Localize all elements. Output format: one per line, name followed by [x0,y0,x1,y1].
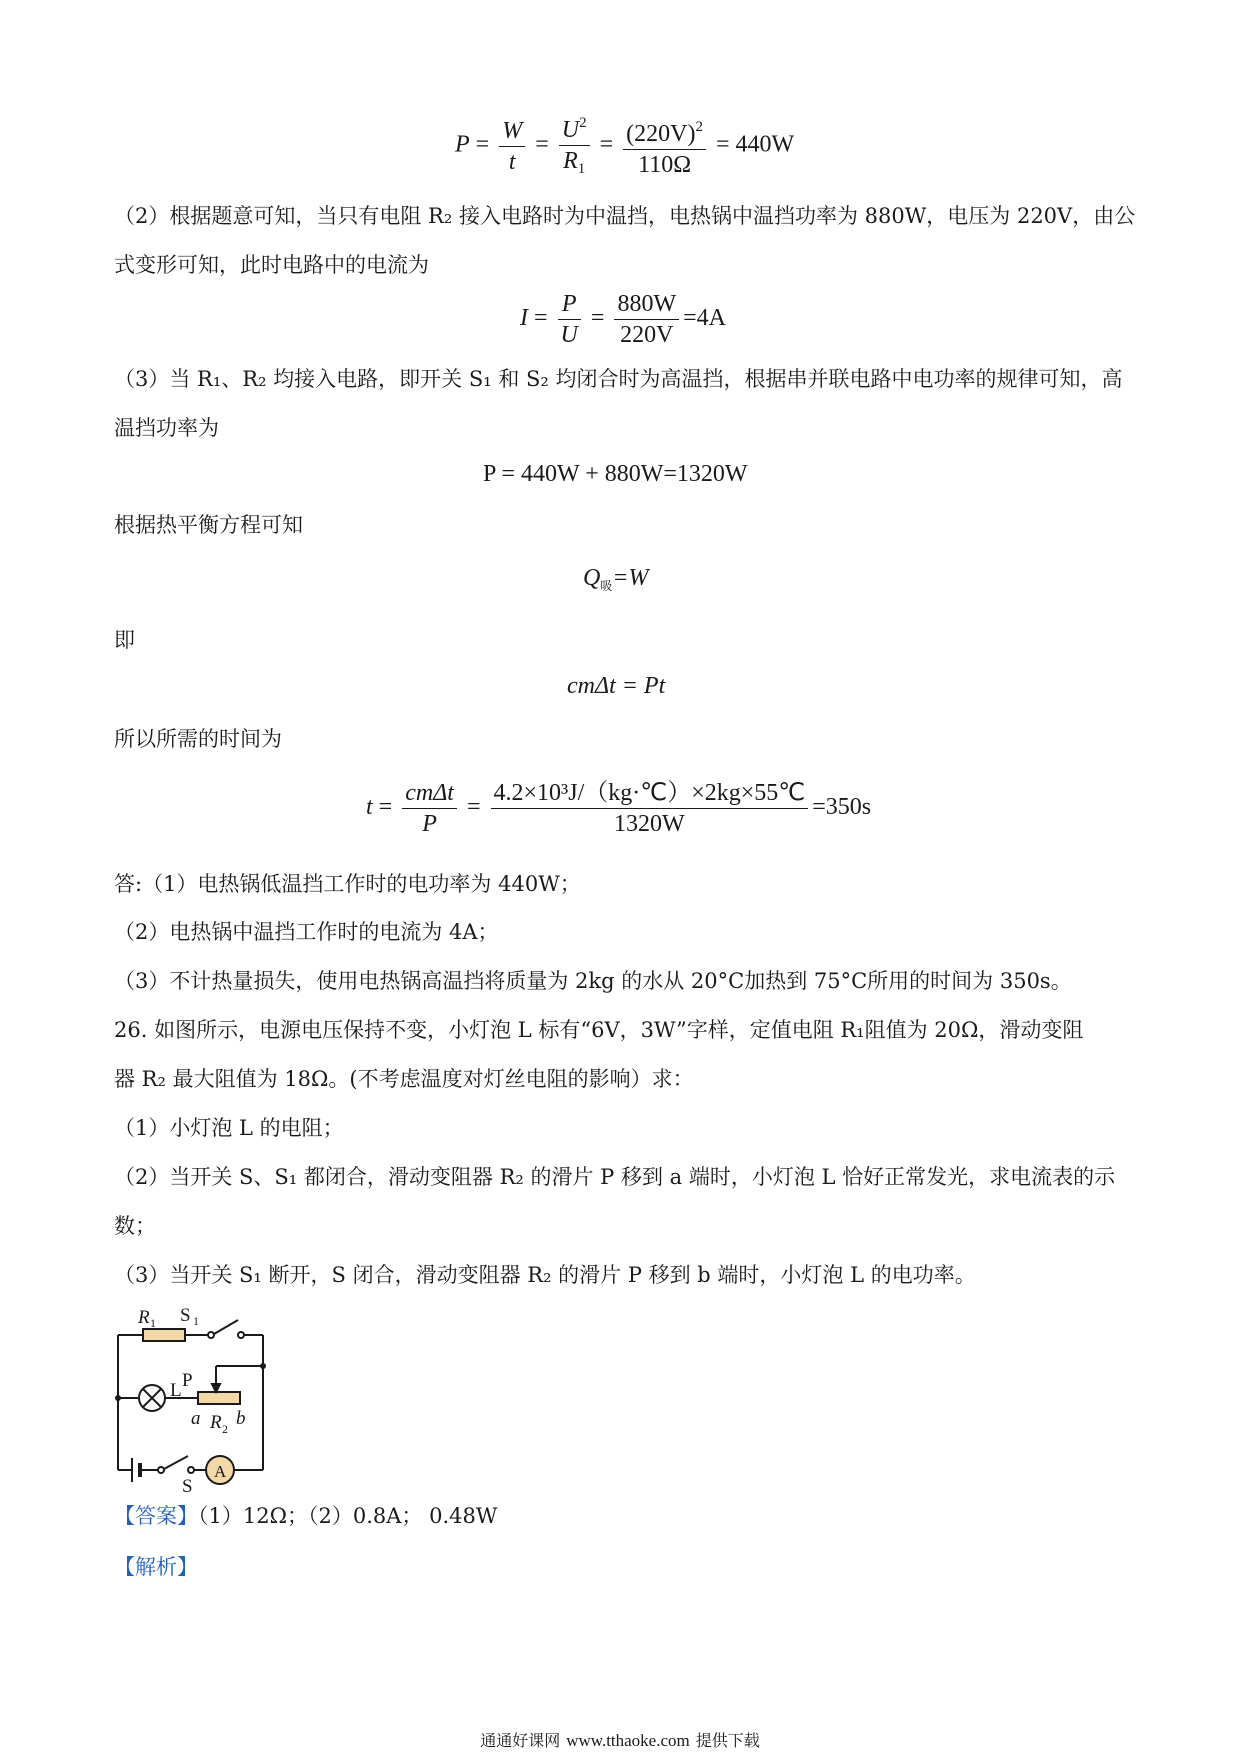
analysis-label: 【解析】 [114,1555,198,1579]
circuit-diagram [108,1300,278,1495]
answer-row [114,1502,497,1530]
answer-label: 【答案】 [114,1504,198,1528]
page-footer: 通通好课网 www.tthaoke.com 提供下载 [480,1731,760,1750]
paragraph-2-line-1: （2）根据题意可知，当只有电阻 R₂ 接入电路时为中温挡，电热锅中温挡功率为 880W，电压为 220V，由公 [114,204,1136,228]
paragraph-3-line-1: （3）当 R₁、R₂ 均接入电路，即开关 S₁ 和 S₂ 均闭合时为高温挡，根据串并联电路中电功率的规律可知，高 [114,367,1123,391]
svg-text:A: A [214,1462,227,1481]
paragraph-3-line-2: 温挡功率为 [114,416,219,440]
svg-text:1: 1 [150,1316,156,1330]
equation-time: t = $\frac{\text{cmΔt}}{P}$ = $\frac{\text{4.2×10³J/（kg·℃）×2kg×55℃}}{1320W}$ =350s [366,780,872,837]
equation-power-high: P = 440W + 880W=1320W [483,461,748,487]
svg-text:S: S [180,1305,191,1326]
switch-s1 [214,1320,238,1334]
text-ji: 即 [114,628,135,652]
fraction-u2-over-r1: $\frac{U^2}{R_1}$ [559,108,590,184]
svg-text:a: a [191,1408,201,1429]
paragraph-2-line-2: 式变形可知，此时电路中的电流为 [114,253,429,277]
answer-line-1: 答:（1）电热锅低温挡工作时的电功率为 440W； [114,872,581,896]
text-heat-balance: 根据热平衡方程可知 [114,513,303,537]
svg-text:R: R [210,1412,222,1433]
question-26-part-3: （3）当开关 S₁ 断开，S 闭合，滑动变阻器 R₂ 的滑片 P 移到 b 端时，小灯泡 L 的电功率。 [114,1263,976,1287]
svg-text:1: 1 [193,1314,199,1328]
svg-text:L: L [170,1380,182,1401]
question-26-part-2-line-1: （2）当开关 S、S₁ 都闭合，滑动变阻器 R₂ 的滑片 P 移到 a 端时，小灯泡 L 恰好正常发光，求电流表的示 [114,1165,1116,1189]
question-26-line-2: 器 R₂ 最大阻值为 18Ω。(不考虑温度对灯丝电阻的影响）求： [114,1067,694,1091]
footer-url[interactable]: www.tthaoke.com [566,1731,690,1750]
equation-heat-balance: $Q_吸=W$ [583,565,649,593]
answer-line-2: （2）电热锅中温挡工作时的电流为 4A； [114,920,499,944]
text-time: 所以所需的时间为 [114,727,282,751]
svg-text:P: P [182,1370,193,1391]
equation-power-low: P = $\frac{W}{t}$ = $\frac{U^2}{R_1}$ = $\frac{(220V)^2}{110\Omega}$ = 440W [455,108,794,184]
fraction-w-over-t: $\frac{W}{t}$ [499,116,525,177]
question-26-part-1: （1）小灯泡 L 的电阻； [114,1116,344,1140]
question-26-line-1: 26. 如图所示，电源电压保持不变，小灯泡 L 标有“6V，3W”字样，定值电阻 R₁阻值为 20Ω，滑动变阻 [114,1018,1084,1042]
svg-text:b: b [236,1408,246,1429]
switch-s [164,1456,188,1469]
resistor-r1 [143,1329,185,1341]
svg-text:S: S [182,1476,193,1495]
rheostat-r2 [198,1392,240,1404]
equation-current-mid: I = $\frac{P}{U}$ = $\frac{880W}{220V}$ =4A [520,291,726,348]
answer-line-3: （3）不计热量损失，使用电热锅高温挡将质量为 2kg 的水从 20°C加热到 75°C所用的时间为 350s。 [114,969,1072,993]
question-26-part-2-line-2: 数； [114,1214,156,1238]
equation-cmdt: cmΔt = Pt [567,673,666,699]
answer-text: （1）12Ω；（2）0.8A； 0.48W [198,1504,498,1528]
svg-text:2: 2 [222,1422,228,1436]
svg-text:R: R [138,1307,150,1328]
fraction-values: $\frac{(220V)^2}{110\Omega}$ [623,112,706,180]
